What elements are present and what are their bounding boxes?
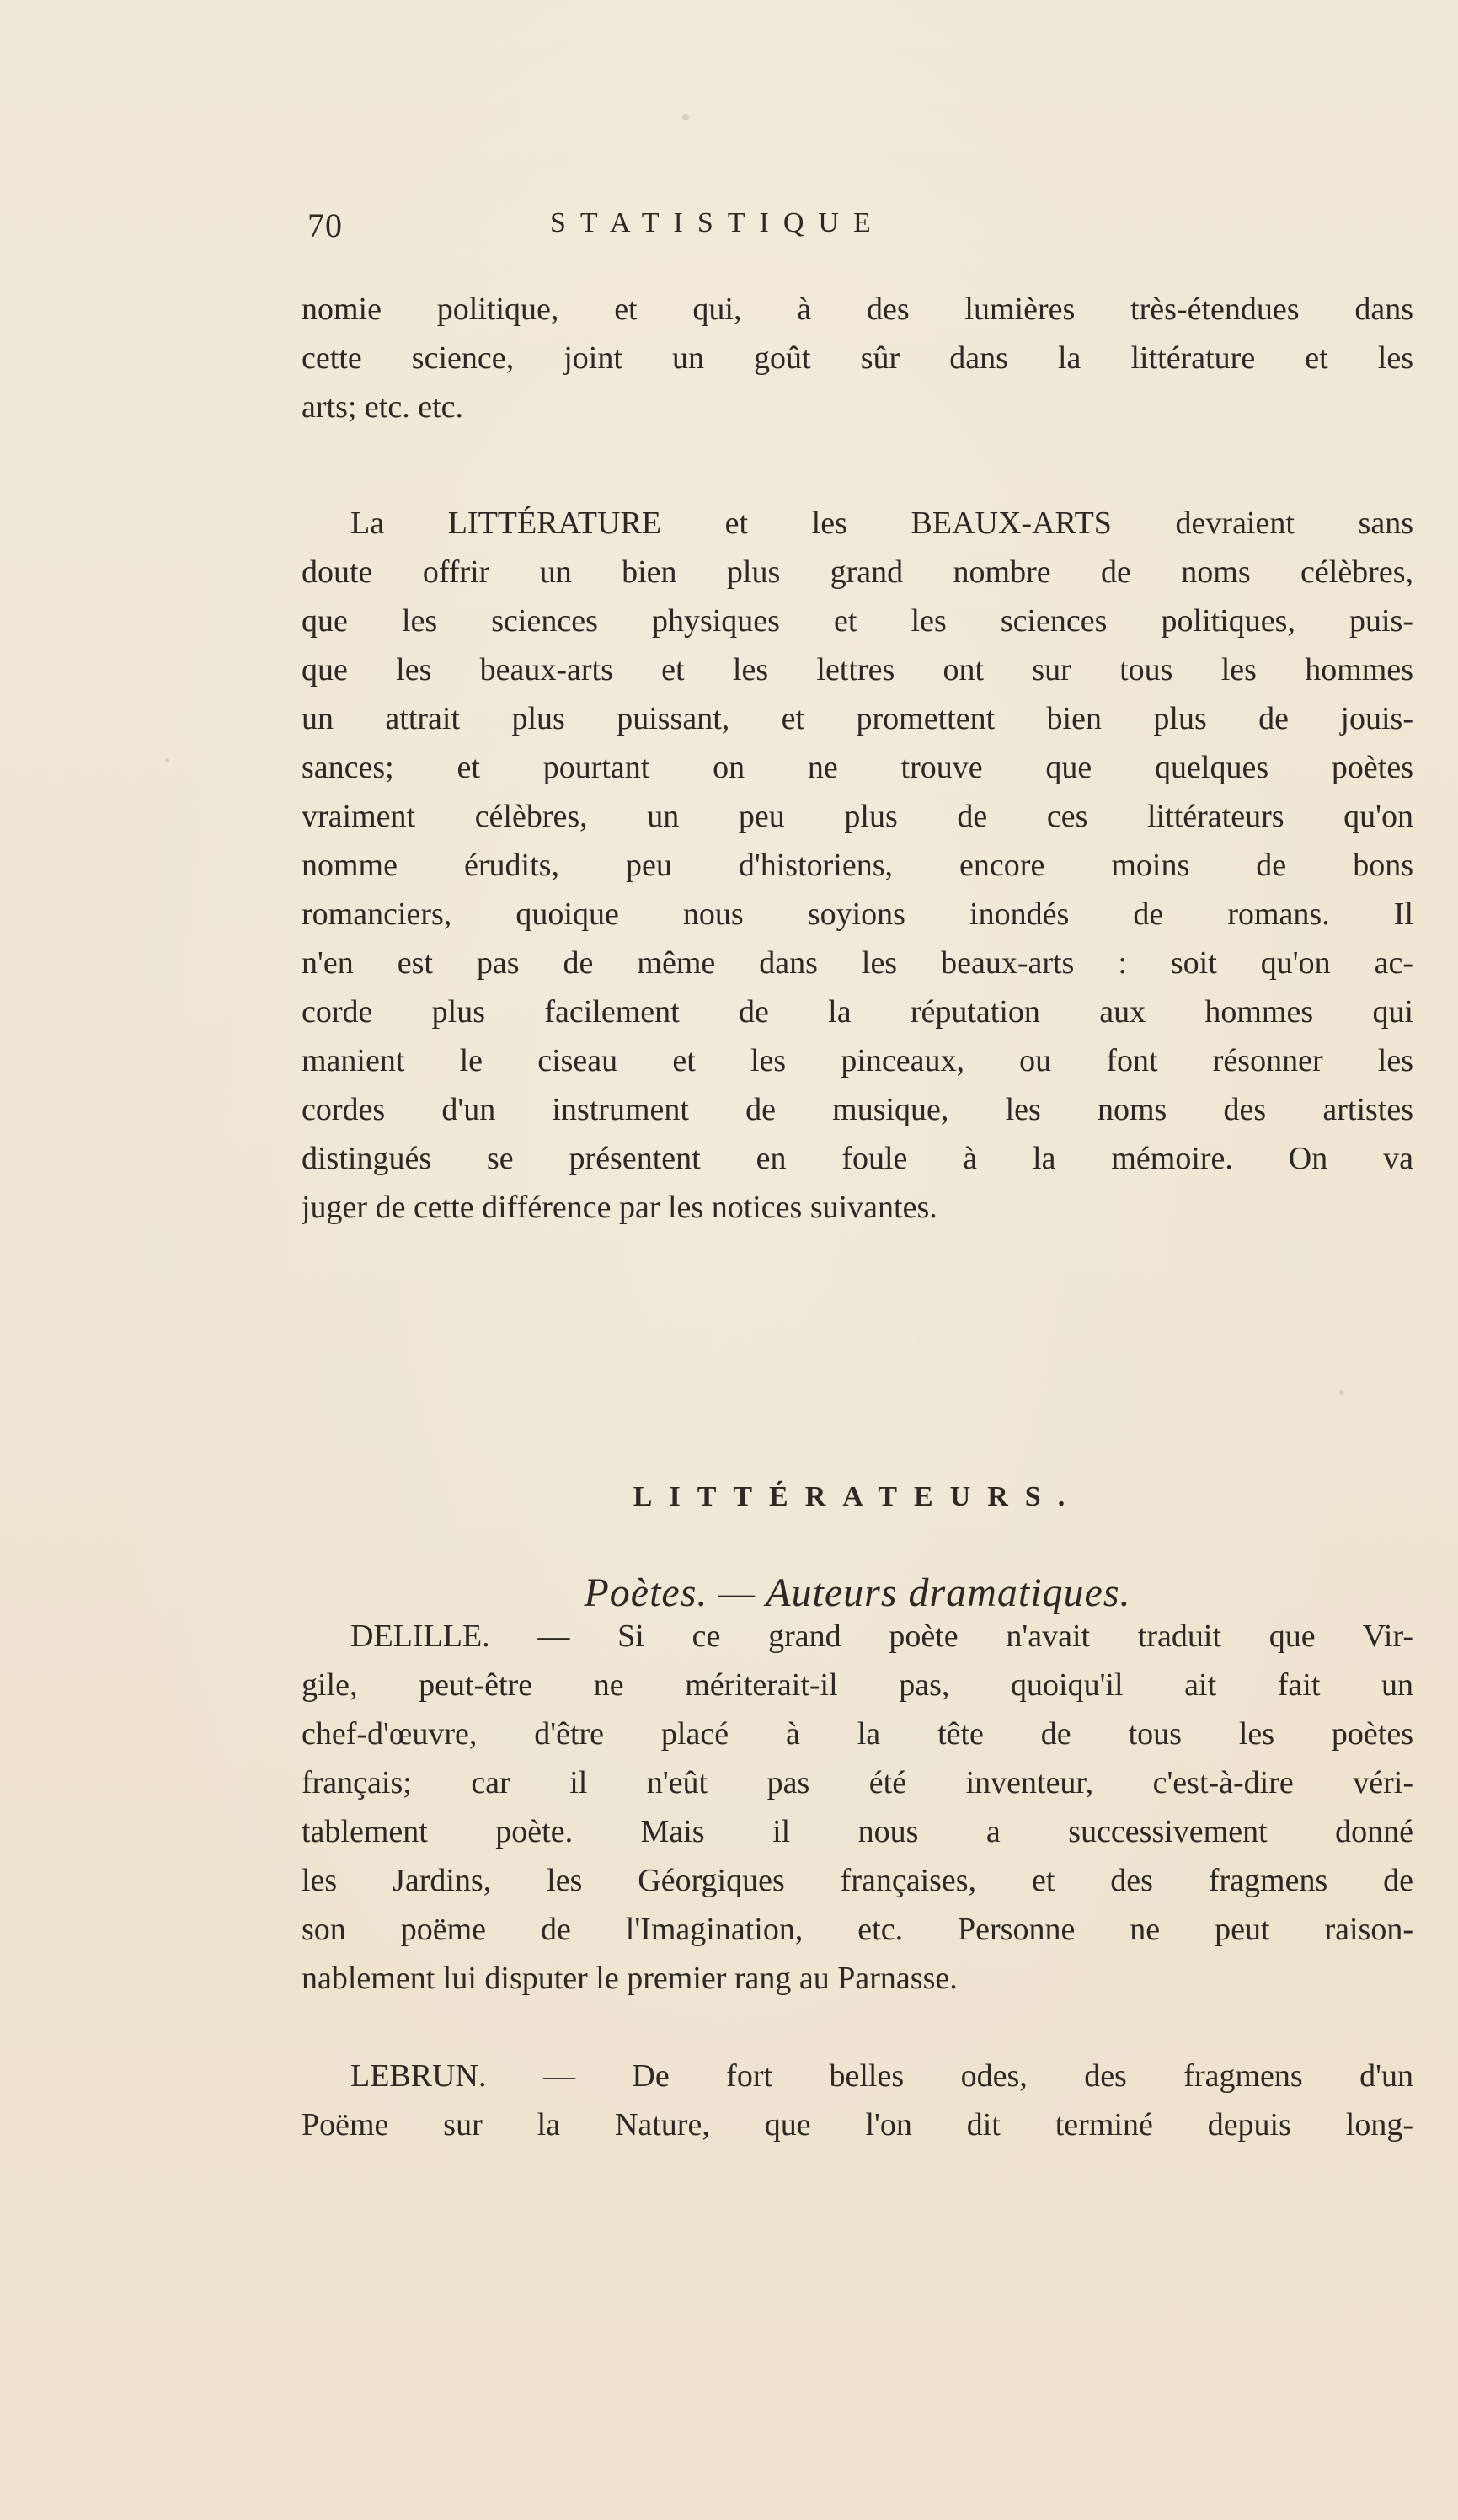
body-line: cette science, joint un goût sûr dans la littérature et les: [302, 340, 1413, 376]
subsection-title: Poètes. — Auteurs dramatiques.: [584, 1570, 1131, 1615]
body-line: doute offrir un bien plus grand nombre de noms célèbres,: [302, 554, 1413, 590]
paper-stain: [165, 758, 169, 762]
body-line: son poëme de l'Imagination, etc. Personne ne peut raison-: [302, 1912, 1413, 1947]
body-line: LEBRUN. — De fort belles odes, des fragmens d'un: [350, 2058, 1413, 2094]
section-title: LITTÉRATEURS.: [633, 1481, 1082, 1512]
page-number: 70: [307, 206, 343, 244]
body-line: DELILLE. — Si ce grand poète n'avait traduit que Vir-: [350, 1618, 1413, 1654]
body-line: sances; et pourtant on ne trouve que quelques poètes: [302, 750, 1413, 785]
paper-stain: [1339, 1390, 1344, 1395]
body-line: chef-d'œuvre, d'être placé à la tête de tous les poètes: [302, 1716, 1413, 1752]
body-line: nablement lui disputer le premier rang au Parnasse.: [302, 1961, 958, 1996]
body-line: La LITTÉRATURE et les BEAUX-ARTS devraient sans: [350, 506, 1413, 541]
body-line: distingués se présentent en foule à la mémoire. On va: [302, 1141, 1413, 1176]
body-line: vraiment célèbres, un peu plus de ces littérateurs qu'on: [302, 799, 1413, 834]
page-header: [307, 206, 1150, 265]
body-line: corde plus facilement de la réputation aux hommes qui: [302, 994, 1413, 1030]
body-line: cordes d'un instrument de musique, les noms des artistes: [302, 1092, 1413, 1127]
body-line: un attrait plus puissant, et promettent bien plus de jouis-: [302, 701, 1413, 736]
paper-stain: [682, 114, 689, 120]
body-line: manient le ciseau et les pinceaux, ou font résonner les: [302, 1043, 1413, 1078]
body-line: que les beaux-arts et les lettres ont sur tous les hommes: [302, 652, 1413, 688]
body-line: français; car il n'eût pas été inventeur, c'est-à-dire véri-: [302, 1765, 1413, 1800]
body-line: que les sciences physiques et les sciences politiques, puis-: [302, 603, 1413, 639]
body-line: nomie politique, et qui, à des lumières très-étendues dans: [302, 292, 1413, 327]
body-line: Poëme sur la Nature, que l'on dit terminé depuis long-: [302, 2107, 1413, 2143]
body-line: tablement poète. Mais il nous a successivement donné: [302, 1814, 1413, 1849]
running-head: STATISTIQUE: [550, 207, 885, 238]
body-line: nomme érudits, peu d'historiens, encore moins de bons: [302, 848, 1413, 883]
body-line: juger de cette différence par les notices suivantes.: [302, 1190, 937, 1225]
body-line: romanciers, quoique nous soyions inondés de romans. Il: [302, 896, 1413, 932]
body-line: arts; etc. etc.: [302, 389, 464, 425]
body-line: gile, peut-être ne mériterait-il pas, quoiqu'il ait fait un: [302, 1667, 1413, 1703]
body-line: les Jardins, les Géorgiques françaises, et des fragmens de: [302, 1863, 1413, 1898]
body-line: n'en est pas de même dans les beaux-arts : soit qu'on ac-: [302, 945, 1413, 981]
